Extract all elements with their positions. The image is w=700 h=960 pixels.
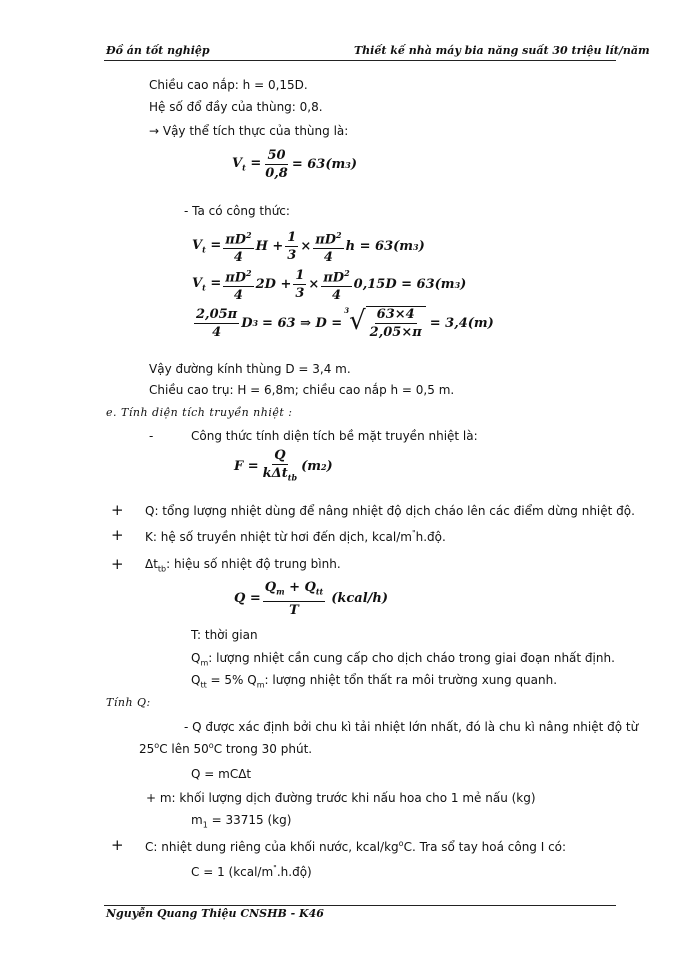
text-line: 25$^o$C lên 50$^o$C trong 30 phút.	[139, 741, 313, 756]
text-line: $Q_m$: lượng nhiệt cần cung cấp cho dịch cháo trong giai đoạn nhất định.	[191, 651, 615, 668]
text-line: Công thức tính diện tích bề mặt truyền nhiệt là:	[191, 429, 478, 443]
dash-marker: -	[149, 429, 154, 443]
text-line: C = 1 (kcal/m".h.độ)	[191, 864, 312, 879]
header-right: Thiết kế nhà máy bia năng suất 30 triệu lít/năm	[354, 44, 650, 57]
section-heading-e: e. Tính diện tích truyền nhiệt :	[106, 406, 293, 419]
plus-bullet: +	[111, 555, 124, 573]
text-line: - Ta có công thức:	[184, 204, 290, 218]
text-line: Q: tổng lượng nhiệt dùng để nâng nhiệt độ dịch cháo lên các điểm dừng nhiệt độ.	[145, 504, 635, 518]
section-heading-q: Tính Q:	[106, 696, 151, 709]
footer-left: Nguyễn Quang Thiệu CNSHB - K46	[106, 907, 324, 920]
formula-area: F = $\frac{Q}{k\Delta t_{tb}}$ (m 2 )	[234, 448, 333, 483]
text-line: C: nhiệt dung riêng của khối nước, kcal/$kg^oC$. Tra sổ tay hoá công I có:	[145, 839, 567, 854]
text-line: Q = mCΔt	[191, 767, 252, 781]
plus-bullet: +	[111, 526, 124, 544]
header-rule	[104, 60, 616, 61]
formula-diameter: $\frac{2,05\pi}{4}$ D 3 = 63 ⇒ D = 3 √ $\frac{63\times 4}{2,05\times\pi}$ = 3,4(m)	[196, 306, 494, 340]
header-left: Đồ án tốt nghiệp	[106, 44, 210, 57]
formula-cylinder: $V_t$ = $\frac{\pi D^2}{4}$ H + $\frac{1}{3}$ × $\frac{\pi D^2}{4}$ h = 63(m 3 )	[192, 230, 425, 266]
text-line: Chiều cao trụ: H = 6,8m; chiều cao nắp h = 0,5 m.	[149, 383, 455, 397]
formula-heat: Q = $\frac{Q_m + Q_{tt}}{T}$ (kcal/h)	[234, 580, 389, 618]
plus-bullet: +	[111, 836, 124, 854]
text-line: K: hệ số truyền nhiệt từ hơi đến dịch, kcal/m"h.độ.	[145, 529, 446, 544]
text-line: $\Delta t_{tb}$: hiệu số nhiệt độ trung bình.	[145, 557, 341, 574]
formula-cylinder-d: $V_t$ = $\frac{\pi D^2}{4}$ 2D + $\frac{1}{3}$ × $\frac{\pi D^2}{4}$ 0,15D = 63(m 3 )	[192, 268, 467, 304]
text-line: $Q_{tt} = 5\%$ $Q_m$: lượng nhiệt tổn thất ra môi trường xung quanh.	[191, 673, 558, 690]
text-line: Hệ số đổ đầy của thùng: 0,8.	[149, 100, 323, 114]
text-line: T: thời gian	[191, 628, 258, 642]
plus-bullet: +	[111, 501, 124, 519]
text-line: + m: khối lượng dịch đường trước khi nấu hoa cho 1 mẻ nấu (kg)	[146, 791, 536, 805]
text-line: - Q được xác định bởi chu kì tải nhiệt lớn nhất, đó là chu kì nâng nhiệt độ từ	[184, 720, 639, 734]
text-line: $m_1 = 33715$ (kg)	[191, 813, 292, 830]
text-line: Vậy đường kính thùng D = 3,4 m.	[149, 362, 351, 376]
text-line: Chiều cao nắp: h = 0,15D.	[149, 78, 308, 92]
footer-rule	[104, 905, 616, 906]
formula-volume: $V_t$ = $\frac{50}{0,8}$ = 63(m 3 )	[232, 148, 357, 181]
text-line: → Vậy thể tích thực của thùng là:	[149, 124, 349, 138]
